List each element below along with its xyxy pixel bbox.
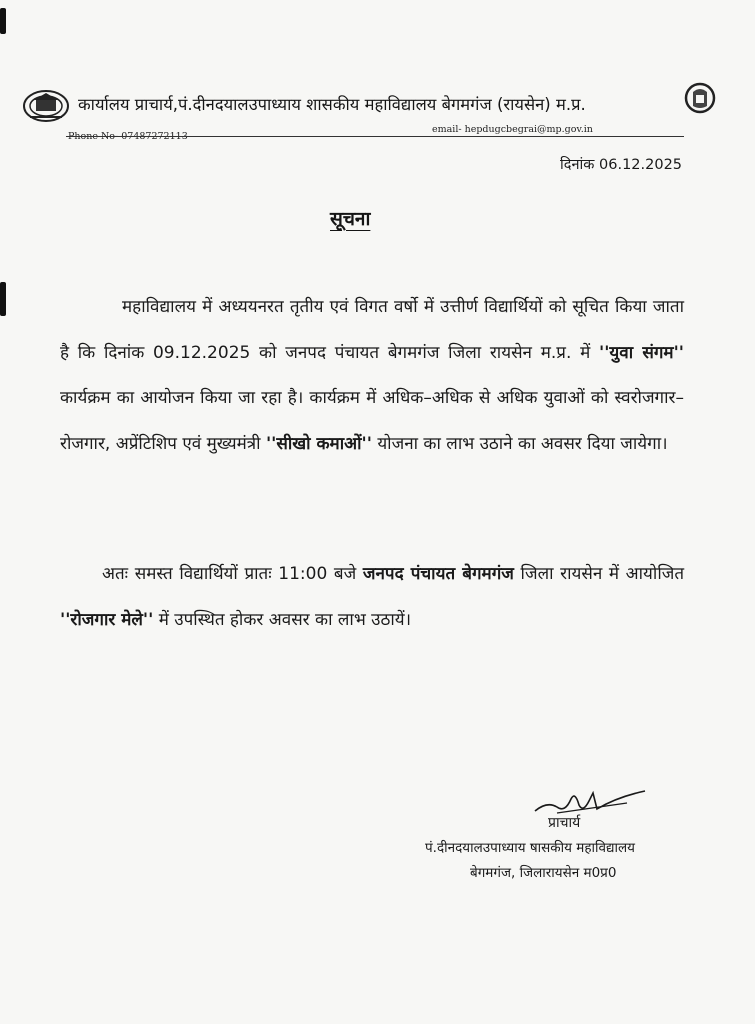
paragraph-2-text-a: अतः समस्त विद्यार्थियों प्रातः 11:00 बजे bbox=[102, 564, 357, 584]
notice-date: दिनांक 06.12.2025 bbox=[560, 157, 683, 173]
notice-heading: सूचना bbox=[330, 208, 371, 230]
college-name: पं.दीनदयालउपाध्याय षासकीय महाविद्यालय bbox=[425, 840, 635, 856]
paragraph-2-text-c: में उपस्थित होकर अवसर का लाभ उठायें। bbox=[158, 609, 412, 630]
principal-designation: प्राचार्य bbox=[548, 815, 581, 831]
college-place: बेगमगंज, जिलारायसेन म0प्र0 bbox=[470, 865, 617, 881]
paragraph-1-text-a: महाविद्यालय में अध्ययनरत तृतीय एवं विगत वर्षो में उत्तीर्ण विद्यार्थियों को सूचित किया जाता है कि दिनांक 09.12.2025 को जनपद पंचायत बेगमगंज जिला रायसेन म.प्र. में bbox=[60, 297, 684, 363]
office-header-title: कार्यालय प्राचार्य,पं.दीनदयालउपाध्याय शासकीय महाविद्यालय बेगमगंज (रायसेन) म.प्र. bbox=[78, 95, 586, 114]
event-name: ''युवा संगम'' bbox=[599, 342, 685, 363]
scheme-name: ''सीखो कमाओं'' bbox=[265, 433, 372, 454]
venue-name: जनपद पंचायत बेगमगंज bbox=[362, 564, 514, 584]
paragraph-1-text-b: कार्यक्रम का आयोजन किया जा रहा है। कार्यक्रम में अधिक–अधिक से अधिक युवाओं को स्वरोजगार–रोजगार, अप्रेंटिशिप एवं मुख्यमंत्री bbox=[60, 388, 684, 454]
notice-paragraph-1 bbox=[60, 285, 684, 467]
paragraph-1-text-c: योजना का लाभ उठाने का अवसर दिया जायेगा। bbox=[377, 433, 668, 454]
college-emblem-icon bbox=[22, 88, 70, 124]
stamp-emblem-icon bbox=[683, 80, 717, 116]
fair-name: ''रोजगार मेले'' bbox=[60, 609, 154, 630]
principal-signature bbox=[527, 783, 647, 823]
header-divider bbox=[66, 136, 684, 137]
notice-paragraph-2 bbox=[60, 552, 684, 643]
phone-number: Phone No- 07487272113 bbox=[68, 131, 188, 142]
email-address: email- hepdugcbegrai@mp.gov.in bbox=[432, 124, 593, 135]
scan-edge-mark bbox=[0, 282, 6, 316]
scan-edge-mark bbox=[0, 8, 6, 34]
paragraph-2-text-b: जिला रायसेन में आयोजित bbox=[520, 564, 685, 584]
